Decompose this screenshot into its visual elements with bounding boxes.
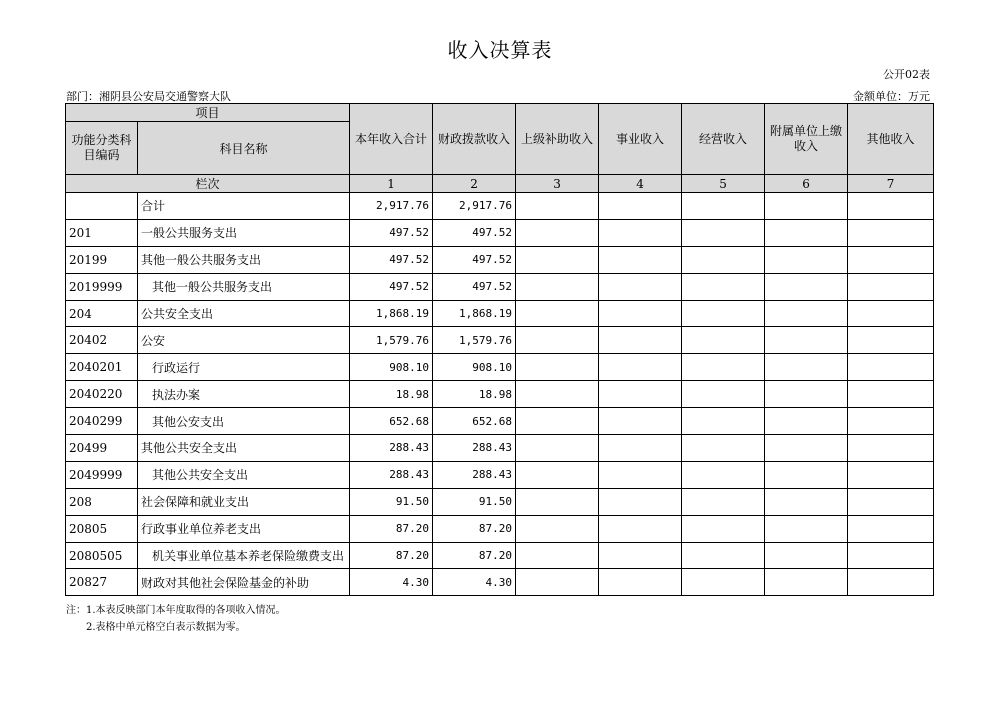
value-cell-col-1: 1,579.76 <box>350 327 433 354</box>
subject-name-cell: 财政对其他社会保险基金的补助 <box>138 569 350 596</box>
value-cell-col-1: 4.30 <box>350 569 433 596</box>
value-cell-col-1: 497.52 <box>350 273 433 300</box>
value-cell-col-3 <box>516 273 599 300</box>
value-cell-col-6 <box>765 273 848 300</box>
value-cell-col-4 <box>599 569 682 596</box>
table-row <box>66 327 934 354</box>
func-code-cell: 20402 <box>66 327 138 354</box>
value-cell-col-7 <box>848 569 934 596</box>
value-cell-col-5 <box>682 273 765 300</box>
value-cell-col-6 <box>765 542 848 569</box>
table-row <box>66 300 934 327</box>
value-cell-col-4 <box>599 515 682 542</box>
income-table <box>65 103 934 596</box>
columns-label: 栏次 <box>66 175 350 193</box>
table-row <box>66 542 934 569</box>
value-cell-col-6 <box>765 219 848 246</box>
value-cell-col-3 <box>516 381 599 408</box>
col-no-5: 5 <box>682 175 765 193</box>
value-cell-col-7 <box>848 193 934 220</box>
value-cell-col-7 <box>848 273 934 300</box>
value-cell-col-6 <box>765 246 848 273</box>
value-cell-col-3 <box>516 300 599 327</box>
value-cell-col-7 <box>848 408 934 435</box>
unit-label: 金额单位：万元 <box>853 90 930 103</box>
value-cell-col-7 <box>848 515 934 542</box>
value-cell-col-6 <box>765 488 848 515</box>
col-header-5: 经营收入 <box>682 104 765 175</box>
col-no-7: 7 <box>848 175 934 193</box>
value-cell-col-5 <box>682 219 765 246</box>
value-cell-col-5 <box>682 300 765 327</box>
value-cell-col-2: 652.68 <box>433 408 516 435</box>
value-cell-col-1: 288.43 <box>350 461 433 488</box>
subject-name-cell: 一般公共服务支出 <box>138 219 350 246</box>
col-no-6: 6 <box>765 175 848 193</box>
value-cell-col-3 <box>516 327 599 354</box>
col-no-2: 2 <box>433 175 516 193</box>
value-cell-col-3 <box>516 488 599 515</box>
value-cell-col-3 <box>516 246 599 273</box>
func-code-cell: 2049999 <box>66 461 138 488</box>
value-cell-col-7 <box>848 461 934 488</box>
value-cell-col-4 <box>599 408 682 435</box>
func-code-cell: 2040299 <box>66 408 138 435</box>
subject-name-cell: 其他公共安全支出 <box>138 435 350 462</box>
value-cell-col-2: 2,917.76 <box>433 193 516 220</box>
value-cell-col-5 <box>682 408 765 435</box>
value-cell-col-6 <box>765 300 848 327</box>
value-cell-col-3 <box>516 435 599 462</box>
project-header: 项目 <box>66 104 350 122</box>
value-cell-col-7 <box>848 219 934 246</box>
col-header-4: 事业收入 <box>599 104 682 175</box>
value-cell-col-4 <box>599 219 682 246</box>
table-row <box>66 435 934 462</box>
table-row <box>66 219 934 246</box>
value-cell-col-5 <box>682 461 765 488</box>
value-cell-col-3 <box>516 515 599 542</box>
value-cell-col-6 <box>765 435 848 462</box>
subject-name-cell: 其他公安支出 <box>138 408 350 435</box>
subject-name-cell: 行政运行 <box>138 354 350 381</box>
value-cell-col-4 <box>599 246 682 273</box>
value-cell-col-2: 908.10 <box>433 354 516 381</box>
value-cell-col-6 <box>765 354 848 381</box>
subject-name-cell: 社会保障和就业支出 <box>138 488 350 515</box>
form-code: 公开02表 <box>883 68 930 81</box>
func-code-cell: 2080505 <box>66 542 138 569</box>
department-label: 部门：湘阴县公安局交通警察大队 <box>66 90 231 103</box>
func-code-cell: 208 <box>66 488 138 515</box>
table-row <box>66 193 934 220</box>
value-cell-col-3 <box>516 354 599 381</box>
value-cell-col-5 <box>682 515 765 542</box>
value-cell-col-5 <box>682 246 765 273</box>
table-row <box>66 246 934 273</box>
col-header-6: 附属单位上缴收入 <box>765 104 848 175</box>
value-cell-col-5 <box>682 569 765 596</box>
subject-name-cell: 其他一般公共服务支出 <box>138 246 350 273</box>
value-cell-col-4 <box>599 381 682 408</box>
value-cell-col-6 <box>765 461 848 488</box>
value-cell-col-1: 288.43 <box>350 435 433 462</box>
value-cell-col-1: 908.10 <box>350 354 433 381</box>
value-cell-col-7 <box>848 300 934 327</box>
value-cell-col-2: 497.52 <box>433 219 516 246</box>
value-cell-col-7 <box>848 381 934 408</box>
table-row <box>66 381 934 408</box>
value-cell-col-6 <box>765 327 848 354</box>
note-1: 注：1.本表反映部门本年度取得的各项收入情况。 <box>66 605 286 616</box>
table-row <box>66 461 934 488</box>
table-row <box>66 354 934 381</box>
func-code-cell: 20199 <box>66 246 138 273</box>
notes <box>66 602 286 636</box>
value-cell-col-4 <box>599 354 682 381</box>
value-cell-col-4 <box>599 488 682 515</box>
value-cell-col-1: 87.20 <box>350 515 433 542</box>
col-no-3: 3 <box>516 175 599 193</box>
func-code-cell: 20805 <box>66 515 138 542</box>
value-cell-col-5 <box>682 488 765 515</box>
value-cell-col-5 <box>682 381 765 408</box>
value-cell-col-1: 497.52 <box>350 219 433 246</box>
value-cell-col-7 <box>848 354 934 381</box>
subject-name-cell: 其他公共安全支出 <box>138 461 350 488</box>
value-cell-col-5 <box>682 435 765 462</box>
value-cell-col-2: 87.20 <box>433 542 516 569</box>
value-cell-col-2: 1,868.19 <box>433 300 516 327</box>
value-cell-col-7 <box>848 542 934 569</box>
value-cell-col-3 <box>516 461 599 488</box>
func-code-cell <box>66 193 138 220</box>
func-code-cell: 2019999 <box>66 273 138 300</box>
col-no-4: 4 <box>599 175 682 193</box>
value-cell-col-5 <box>682 542 765 569</box>
value-cell-col-4 <box>599 327 682 354</box>
value-cell-col-6 <box>765 515 848 542</box>
subject-name-cell: 行政事业单位养老支出 <box>138 515 350 542</box>
value-cell-col-1: 87.20 <box>350 542 433 569</box>
subject-name-header: 科目名称 <box>138 122 350 175</box>
subject-name-cell: 公安 <box>138 327 350 354</box>
col-header-3: 上级补助收入 <box>516 104 599 175</box>
value-cell-col-4 <box>599 300 682 327</box>
col-no-1: 1 <box>350 175 433 193</box>
value-cell-col-3 <box>516 193 599 220</box>
value-cell-col-3 <box>516 219 599 246</box>
value-cell-col-1: 1,868.19 <box>350 300 433 327</box>
subject-name-cell: 其他一般公共服务支出 <box>138 273 350 300</box>
value-cell-col-4 <box>599 435 682 462</box>
col-header-1: 本年收入合计 <box>350 104 433 175</box>
func-code-header: 功能分类科目编码 <box>66 122 138 175</box>
func-code-cell: 201 <box>66 219 138 246</box>
value-cell-col-4 <box>599 461 682 488</box>
subject-name-cell: 公共安全支出 <box>138 300 350 327</box>
col-header-7: 其他收入 <box>848 104 934 175</box>
value-cell-col-1: 652.68 <box>350 408 433 435</box>
table-row <box>66 569 934 596</box>
func-code-cell: 2040201 <box>66 354 138 381</box>
subject-name-cell: 机关事业单位基本养老保险缴费支出 <box>138 542 350 569</box>
value-cell-col-5 <box>682 354 765 381</box>
value-cell-col-3 <box>516 542 599 569</box>
value-cell-col-2: 288.43 <box>433 435 516 462</box>
value-cell-col-2: 18.98 <box>433 381 516 408</box>
table-row <box>66 273 934 300</box>
value-cell-col-5 <box>682 193 765 220</box>
value-cell-col-3 <box>516 408 599 435</box>
value-cell-col-6 <box>765 408 848 435</box>
func-code-cell: 204 <box>66 300 138 327</box>
value-cell-col-2: 87.20 <box>433 515 516 542</box>
subject-name-cell: 合计 <box>138 193 350 220</box>
value-cell-col-6 <box>765 193 848 220</box>
value-cell-col-2: 288.43 <box>433 461 516 488</box>
value-cell-col-7 <box>848 246 934 273</box>
value-cell-col-4 <box>599 273 682 300</box>
table-row <box>66 488 934 515</box>
value-cell-col-7 <box>848 488 934 515</box>
value-cell-col-2: 497.52 <box>433 246 516 273</box>
value-cell-col-4 <box>599 193 682 220</box>
value-cell-col-1: 2,917.76 <box>350 193 433 220</box>
value-cell-col-1: 18.98 <box>350 381 433 408</box>
func-code-cell: 20499 <box>66 435 138 462</box>
value-cell-col-2: 1,579.76 <box>433 327 516 354</box>
table-row <box>66 408 934 435</box>
value-cell-col-7 <box>848 435 934 462</box>
value-cell-col-5 <box>682 327 765 354</box>
value-cell-col-3 <box>516 569 599 596</box>
table-row <box>66 515 934 542</box>
col-header-2: 财政拨款收入 <box>433 104 516 175</box>
value-cell-col-1: 91.50 <box>350 488 433 515</box>
subject-name-cell: 执法办案 <box>138 381 350 408</box>
func-code-cell: 20827 <box>66 569 138 596</box>
value-cell-col-6 <box>765 381 848 408</box>
value-cell-col-2: 91.50 <box>433 488 516 515</box>
value-cell-col-4 <box>599 542 682 569</box>
value-cell-col-2: 4.30 <box>433 569 516 596</box>
note-2: 2.表格中单元格空白表示数据为零。 <box>86 622 246 633</box>
page-title: 收入决算表 <box>447 38 553 62</box>
table-body <box>66 193 934 596</box>
value-cell-col-1: 497.52 <box>350 246 433 273</box>
value-cell-col-2: 497.52 <box>433 273 516 300</box>
value-cell-col-7 <box>848 327 934 354</box>
value-cell-col-6 <box>765 569 848 596</box>
func-code-cell: 2040220 <box>66 381 138 408</box>
